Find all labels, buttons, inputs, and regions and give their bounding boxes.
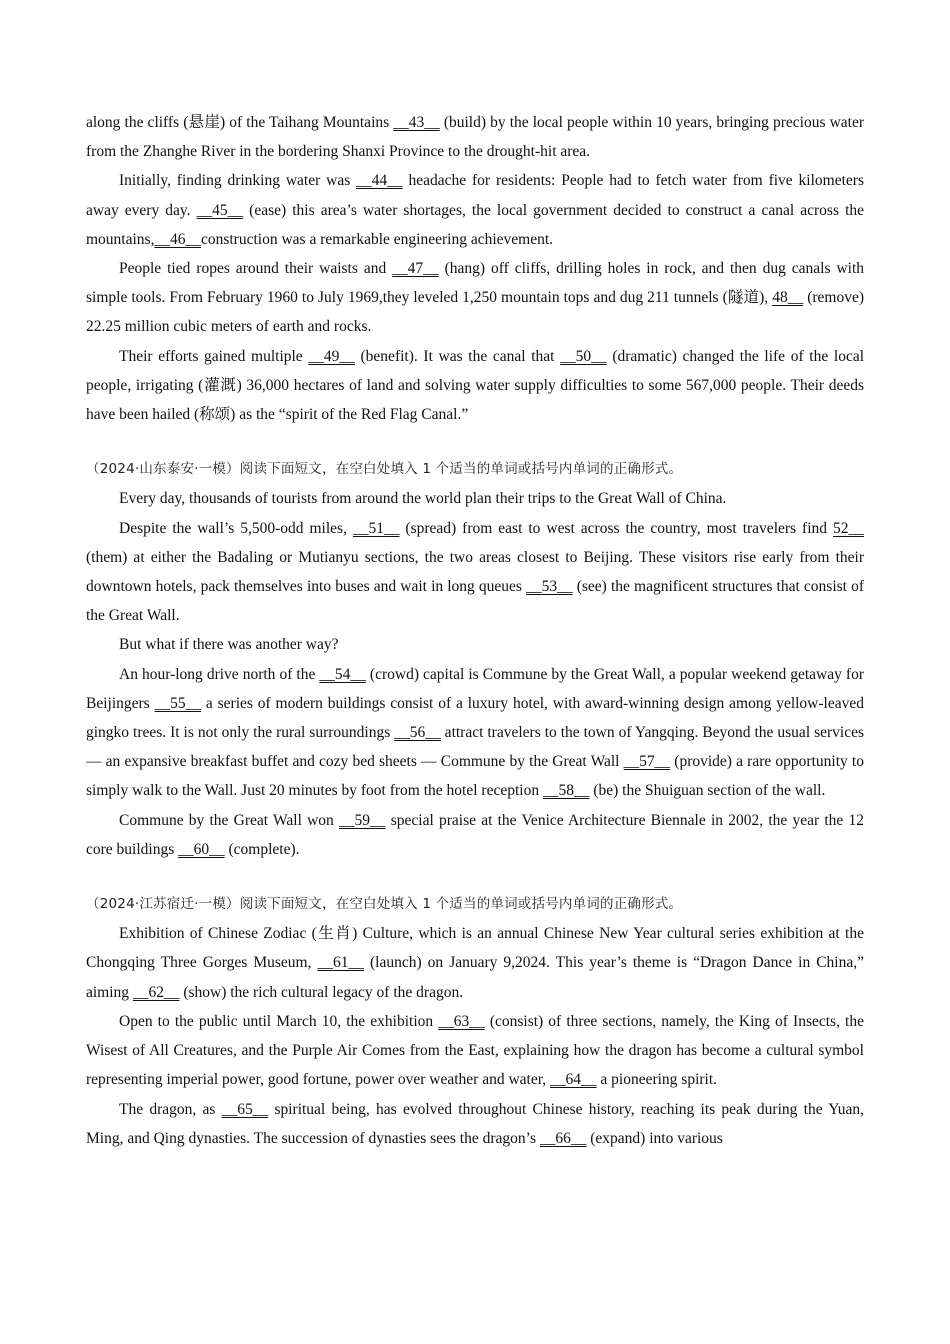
paragraph-text: (see) the magnificent structures that consist of the Great Wall.	[86, 578, 864, 625]
paragraph-text: People tied ropes around their waists and	[119, 260, 393, 278]
paragraph-text: along the cliffs (悬崖) of the Taihang Mountains	[86, 114, 394, 131]
answer-blank[interactable]: __56__	[394, 724, 441, 742]
paragraph-text: (benefit). It was the canal that	[354, 347, 561, 365]
paragraph-text: (remove) 22.25 million cubic meters of earth and rocks.	[86, 289, 864, 336]
paragraph-text: An hour-long drive north of the	[119, 665, 320, 683]
passage1-paragraph-3	[86, 254, 864, 342]
answer-blank[interactable]: __43__	[393, 114, 440, 131]
paragraph-text: spiritual being, has evolved throughout Chinese history, reaching its peak during the Yuan, Ming, and Qing dynasties. The succession of dynasties sees the dragon’s	[86, 1100, 864, 1147]
answer-blank[interactable]: __63__	[438, 1012, 485, 1030]
paragraph-text: a pioneering spirit.	[596, 1071, 718, 1089]
answer-blank[interactable]: __66__	[539, 1129, 587, 1147]
answer-blank[interactable]: __49__	[308, 347, 355, 365]
document-page	[86, 108, 864, 1153]
answer-blank[interactable]: __51__	[352, 519, 400, 537]
answer-blank[interactable]: __46__	[154, 230, 201, 248]
section-spacer	[86, 429, 864, 455]
answer-blank[interactable]: __55__	[154, 694, 202, 712]
passage2-paragraph-4	[86, 660, 864, 806]
answer-blank[interactable]: __54__	[319, 665, 366, 683]
paragraph-text: But what if there was another way?	[119, 636, 339, 654]
paragraph-text: (crowd) capital is Commune by the Great Wall, a popular weekend getaway for Beijingers	[86, 665, 864, 712]
answer-blank[interactable]: 52__	[833, 519, 864, 537]
answer-blank[interactable]: __61__	[317, 954, 364, 972]
answer-blank[interactable]: 48__	[772, 289, 804, 307]
paragraph-text: Exhibition of Chinese Zodiac (生肖) Culture, which is an annual Chinese New Year cultural series exhibition at the Chongqing Three Gorges Museum,	[86, 925, 864, 972]
answer-blank[interactable]: __59__	[339, 811, 386, 829]
answer-blank[interactable]: __45__	[196, 201, 244, 219]
paragraph-text: (consist) of three sections, namely, the King of Insects, the Wisest of All Creatures, and the Purple Air Comes from the East, explaining how the dragon has become a cultural symbol representing imperial power, good fortune, power over weather and water,	[86, 1012, 864, 1089]
answer-blank[interactable]: __47__	[392, 260, 439, 278]
paragraph-text: (hang) off cliffs, drilling holes in rock, and then dug canals with simple tools. From February 1960 to July 1969,they leveled 1,250 mountain tops and dug 211 tunnels (隧道),	[86, 260, 864, 307]
paragraph-text: (them) at either the Badaling or Mutianyu sections, the two areas closest to Beijing. These visitors rise early from their downtown hotels, pack themselves into buses and wait in long queues	[86, 548, 864, 596]
paragraph-text: Despite the wall’s 5,500-odd miles,	[119, 519, 353, 537]
paragraph-text: Open to the public until March 10, the exhibition	[119, 1012, 439, 1030]
passage3-heading: （2024·江苏宿迁·一模）阅读下面短文，在空白处填入 1 个适当的单词或括号内单词的正确形式。	[86, 896, 683, 913]
paragraph-text: (expand) into various	[586, 1129, 723, 1147]
answer-blank[interactable]: __60__	[178, 840, 225, 858]
answer-blank[interactable]: __58__	[542, 782, 590, 800]
paragraph-text: Commune by the Great Wall won	[119, 811, 340, 829]
passage1-paragraph-1	[86, 108, 864, 166]
answer-blank[interactable]: __57__	[623, 753, 671, 771]
passage2-paragraph-5	[86, 806, 864, 864]
paragraph-text: attract travelers to the town of Yangqing. Beyond the usual services — an expansive breakfast buffet and cozy bed sheets — Commune by the Great Wall	[86, 724, 865, 771]
passage2-paragraph-3	[86, 630, 864, 659]
paragraph-text: (launch) on January 9,2024. This year’s theme is “Dragon Dance in China,” aiming	[86, 954, 864, 1001]
answer-blank[interactable]: __65__	[221, 1100, 269, 1118]
passage1-paragraph-2	[86, 166, 864, 254]
passage1-paragraph-4	[86, 342, 864, 430]
passage3-paragraph-1	[86, 919, 864, 1007]
paragraph-text: (dramatic) changed the life of the local people, irrigating (灌溉) 36,000 hectares of land and solving water supply difficulties to some 567,000 people. Their deeds have been hailed (称颂) as the “spirit of the Red Flag Canal.”	[86, 347, 865, 424]
paragraph-text: construction was a remarkable engineering achievement.	[200, 230, 554, 248]
paragraph-text: Their efforts gained multiple	[119, 347, 309, 365]
paragraph-text: Initially, finding drinking water was	[119, 172, 357, 190]
answer-blank[interactable]: __44__	[356, 172, 403, 190]
paragraph-text: (provide) a rare opportunity to simply walk to the Wall. Just 20 minutes by foot from the hotel reception	[86, 753, 864, 800]
answer-blank[interactable]: __62__	[132, 983, 180, 1001]
passage3-paragraph-3	[86, 1095, 864, 1153]
paragraph-text: (spread) from east to west across the country, most travelers find	[399, 519, 833, 537]
paragraph-text: (build) by the local people within 10 years, bringing precious water from the Zhanghe River in the bordering Shanxi Province to the drought-hit area.	[86, 114, 864, 161]
paragraph-text: Every day, thousands of tourists from around the world plan their trips to the Great Wall of China.	[119, 490, 727, 508]
answer-blank[interactable]: __50__	[560, 347, 607, 365]
paragraph-text: (complete).	[224, 840, 300, 858]
answer-blank[interactable]: __64__	[550, 1071, 597, 1089]
passage3-paragraph-2	[86, 1007, 864, 1095]
passage2-paragraph-2	[86, 514, 864, 631]
paragraph-text: a series of modern buildings consist of a luxury hotel, with award-winning design among yellow-leaved gingko trees. It is not only the rural surroundings	[86, 694, 864, 742]
answer-blank[interactable]: __53__	[526, 578, 573, 596]
paragraph-text: special praise at the Venice Architecture Biennale in 2002, the year the 12 core buildings	[86, 811, 864, 858]
section-spacer	[86, 864, 864, 890]
paragraph-text: (be) the Shuiguan section of the wall.	[589, 782, 826, 800]
paragraph-text: headache for residents: People had to fetch water from five kilometers away every day.	[86, 172, 864, 219]
paragraph-text: The dragon, as	[119, 1100, 222, 1118]
passage2-paragraph-1	[86, 484, 864, 513]
paragraph-text: (ease) this area’s water shortages, the local government decided to construct a canal across the mountains,	[86, 201, 864, 248]
passage2-heading: （2024·山东泰安·一模）阅读下面短文，在空白处填入 1 个适当的单词或括号内单词的正确形式。	[86, 461, 683, 478]
paragraph-text: (show) the rich cultural legacy of the dragon.	[179, 983, 464, 1001]
